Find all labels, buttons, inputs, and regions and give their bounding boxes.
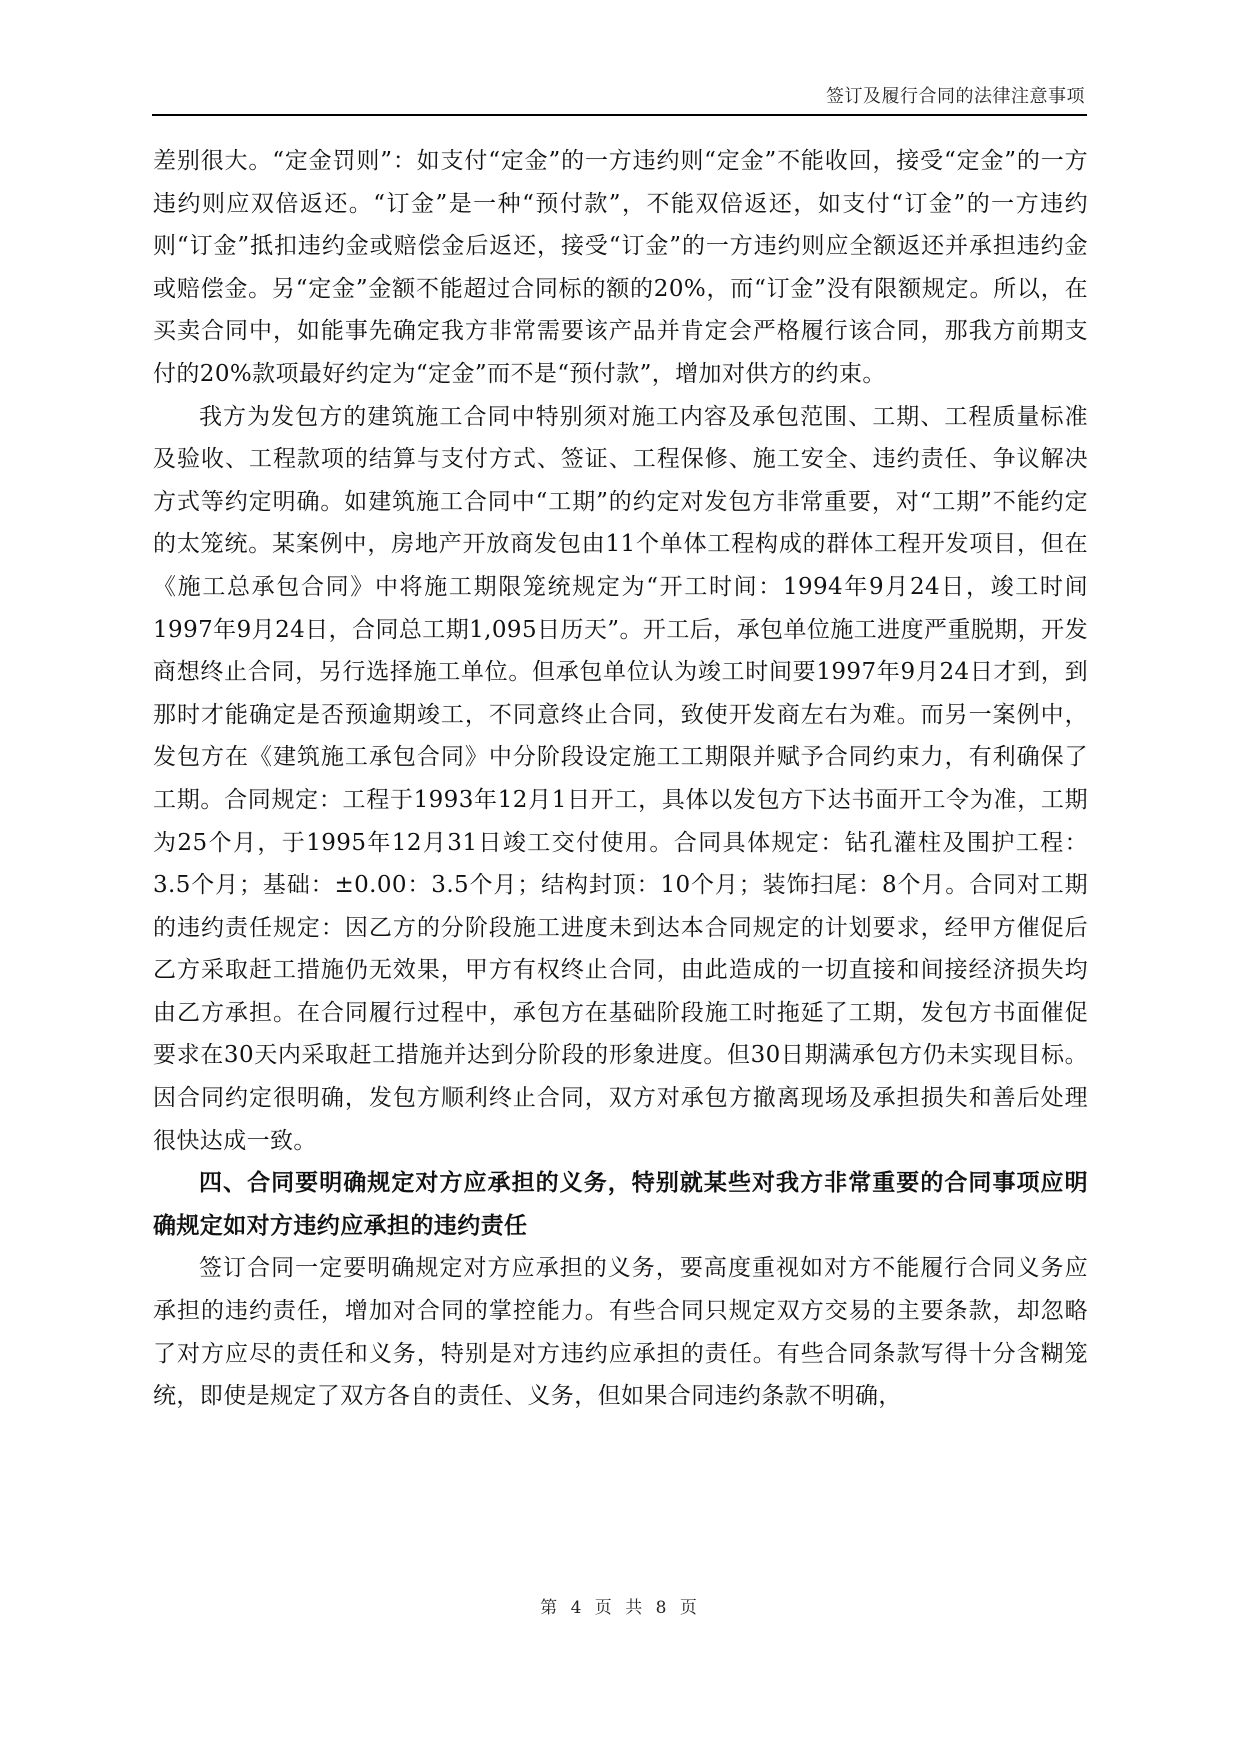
body-paragraph: 差别很大。“定金罚则”：如支付“定金”的一方违约则“定金”不能收回，接受“定金”的一方违约则应双倍返还。“订金”是一种“预付款”，不能双倍返还，如支付“订金”的一方违约则“订金”抵扣违约金或赔偿金后返还，接受“订金”的一方违约则应全额返还并承担违约金或赔偿金。另“定金”金额不能超过合同标的额的20%，而“订金”没有限额规定。所以，在买卖合同中，如能事先确定我方非常需要该产品并肯定会严格履行该合同，那我方前期支付的20%款项最好约定为“定金”而不是“预付款”，增加对供方的约束。 bbox=[153, 148, 1088, 387]
document-title: 签订及履行合同的法律注意事项 bbox=[826, 86, 1085, 107]
page-number: 第 4 页 共 8 页 bbox=[540, 1598, 701, 1618]
section-heading: 四、合同要明确规定对方应承担的义务，特别就某些对我方非常重要的合同事项应明确规定如对方违约应承担的违约责任 bbox=[153, 1169, 1088, 1239]
document-body bbox=[153, 140, 1088, 1418]
section-paragraph: 签订合同一定要明确规定对方应承担的义务，要高度重视如对方不能履行合同义务应承担的违约责任，增加对合同的掌控能力。有些合同只规定双方交易的主要条款，却忽略了对方应尽的责任和义务，特别是对方违约应承担的责任。有些合同条款写得十分含糊笼统，即使是规定了双方各自的责任、义务，但如果合同违约条款不明确， bbox=[153, 1255, 1088, 1410]
body-paragraph: 我方为发包方的建筑施工合同中特别须对施工内容及承包范围、工期、工程质量标准及验收、工程款项的结算与支付方式、签证、工程保修、施工安全、违约责任、争议解决方式等约定明确。如建筑施工合同中“工期”的约定对发包方非常重要，对“工期”不能约定的太笼统。某案例中，房地产开放商发包由11个单体工程构成的群体工程开发项目，但在《施工总承包合同》中将施工期限笼统规定为“开工时间：1994年9月24日，竣工时间1997年9月24日，合同总工期1,095日历天”。开工后，承包单位施工进度严重脱期，开发商想终止合同，另行选择施工单位。但承包单位认为竣工时间要1997年9月24日才到，到那时才能确定是否预逾期竣工，不同意终止合同，致使开发商左右为难。而另一案例中，发包方在《建筑施工承包合同》中分阶段设定施工工期限并赋予合同约束力，有利确保了工期。合同规定：工程于1993年12月1日开工，具体以发包方下达书面开工令为准，工期为25个月，于1995年12月31日竣工交付使用。合同具体规定：钻孔灌柱及围护工程：3.5个月；基础：±0.00：3.5个月；结构封顶：10个月；装饰扫尾：8个月。合同对工期的违约责任规定：因乙方的分阶段施工进度未到达本合同规定的计划要求，经甲方催促后乙方采取赶工措施仍无效果，甲方有权终止合同，由此造成的一切直接和间接经济损失均由乙方承担。在合同履行过程中，承包方在基础阶段施工时拖延了工期，发包方书面催促要求在30天内采取赶工措施并达到分阶段的形象进度。但30日期满承包方仍未实现目标。因合同约定很明确，发包方顺利终止合同，双方对承包方撤离现场及承担损失和善后处理很快达成一致。 bbox=[153, 403, 1088, 1154]
page-header bbox=[152, 86, 1087, 116]
